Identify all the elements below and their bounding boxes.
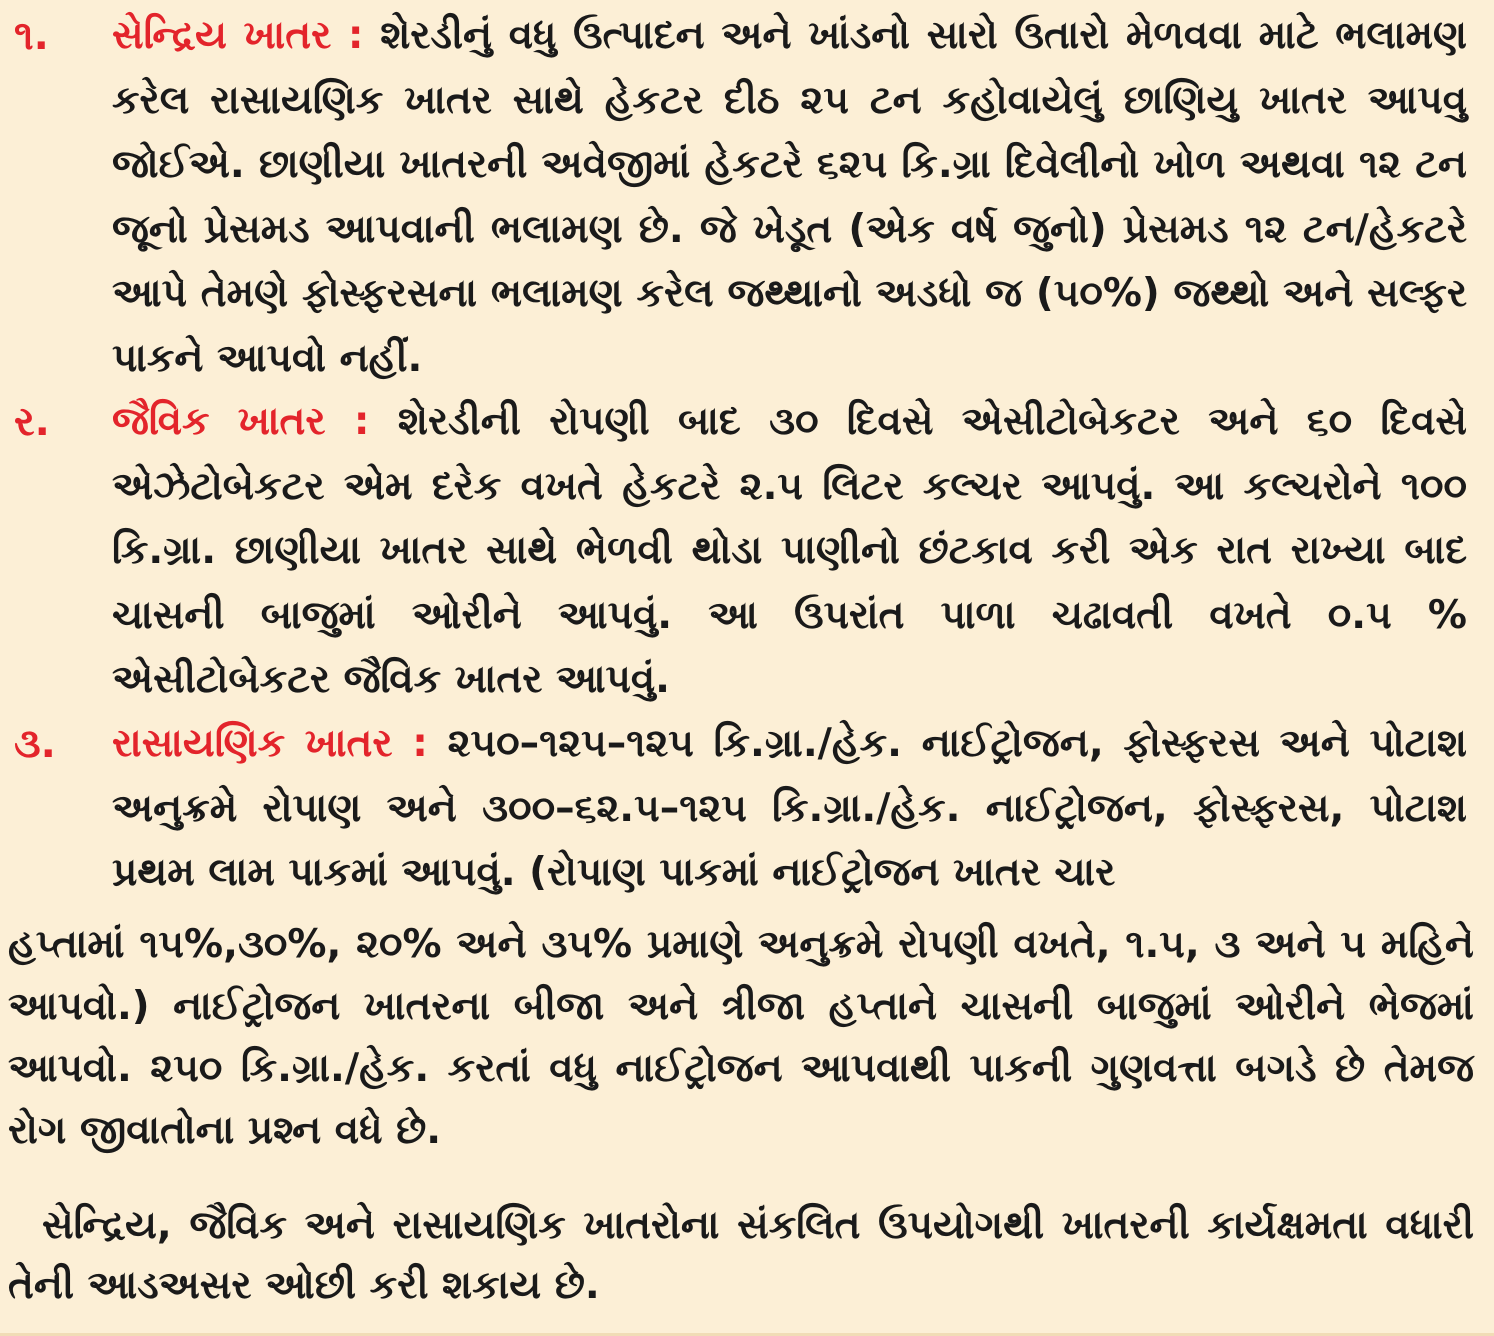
- item-body: [112, 712, 1467, 906]
- item-continuation: હપ્તામાં ૧૫%,૩૦%, ૨૦% અને ૩૫% પ્રમાણે અનુક્રમે રોપણી વખતે, ૧.૫, ૩ અને ૫ મહિને આપવો.) નાઈટ્રોજન ખાતરના બીજા અને ત્રીજા હપ્તાને ચાસની બાજુમાં ઓરીને ભેજમાં આપવો. ૨૫૦ કિ.ગ્રા./હેક. કરતાં વધુ નાઈટ્રોજન આપવાથી પાકની ગુણવત્તા બગડે છે તેમજ રોગ જીવાતોના પ્રશ્ન વધે છે.: [8, 922, 1474, 1153]
- item-heading: રાસાયણિક ખાતર :: [112, 721, 428, 766]
- item-text: ૨૫૦–૧૨૫–૧૨૫ કિ.ગ્રા./હેક. નાઈટ્રોજન, ફોસ્ફરસ અને પોટાશ અનુક્રમે રોપાણ અને ૩૦૦–૬૨.૫–૧૨૫ કિ.ગ્રા./હેક. નાઈટ્રોજન, ફોસ્ફરસ, પોટાશ પ્રથમ લામ પાકમાં આપવું. (રોપાણ પાકમાં નાઈટ્રોજન ખાતર ચાર: [112, 721, 1468, 895]
- item-number: ૧.: [14, 13, 49, 59]
- item-heading: સેન્દ્રિય ખાતર :: [112, 13, 364, 58]
- summary-paragraph: સેન્દ્રિય, જૈવિક અને રાસાયણિક ખાતરોના સંકલિત ઉપયોગથી ખાતરની કાર્યક્ષમતા વધારી તેની આડઅસર ઓછી કરી શકાય છે.: [8, 1203, 1474, 1308]
- item-body: [112, 4, 1467, 391]
- item-text: શેરડીની રોપણી બાદ ૩૦ દિવસે એસીટોબેકટર અને ૬૦ દિવસે એઝેટોબેકટર એમ દરેક વખતે હેકટરે ૨.૫ લિટર કલ્ચર આપવું. આ કલ્ચરોને ૧૦૦ કિ.ગ્રા. છાણીયા ખાતર સાથે ભેળવી થોડા પાણીનો છંટકાવ કરી એક રાત રાખ્યા બાદ ચાસની બાજુમાં ઓરીને આપવું. આ ઉપરાંત પાળા ચઢાવતી વખતે ૦.૫ % એસીટોબેકટર જૈવિક ખાતર આપવું.: [112, 399, 1467, 702]
- item-text: શેરડીનું વધુ ઉત્પાદન અને ખાંડનો સારો ઉતારો મેળવવા માટે ભલામણ કરેલ રાસાયણિક ખાતર સાથે હેકટર દીઠ ૨૫ ટન કહોવાયેલું છાણિયુ ખાતર આપવુ જોઈએ. છાણીયા ખાતરની અવેજીમાં હેકટરે ૬૨૫ કિ.ગ્રા દિવેલીનો ખોળ અથવા ૧૨ ટન જૂનો પ્રેસમડ આપવાની ભલામણ છે. જે ખેડૂત (એક વર્ષ જુનો) પ્રેસમડ ૧૨ ટન/હેકટરે આપે તેમણે ફોસ્ફરસના ભલામણ કરેલ જથ્થાનો અડધો જ (૫૦%) જથ્થો અને સલ્ફર પાકને આપવો નહીં.: [112, 13, 1467, 381]
- item-heading: જૈવિક ખાતર :: [112, 399, 370, 444]
- item-number: ર.: [14, 399, 50, 445]
- item-body: [112, 390, 1467, 713]
- item-number: ૩.: [14, 721, 56, 767]
